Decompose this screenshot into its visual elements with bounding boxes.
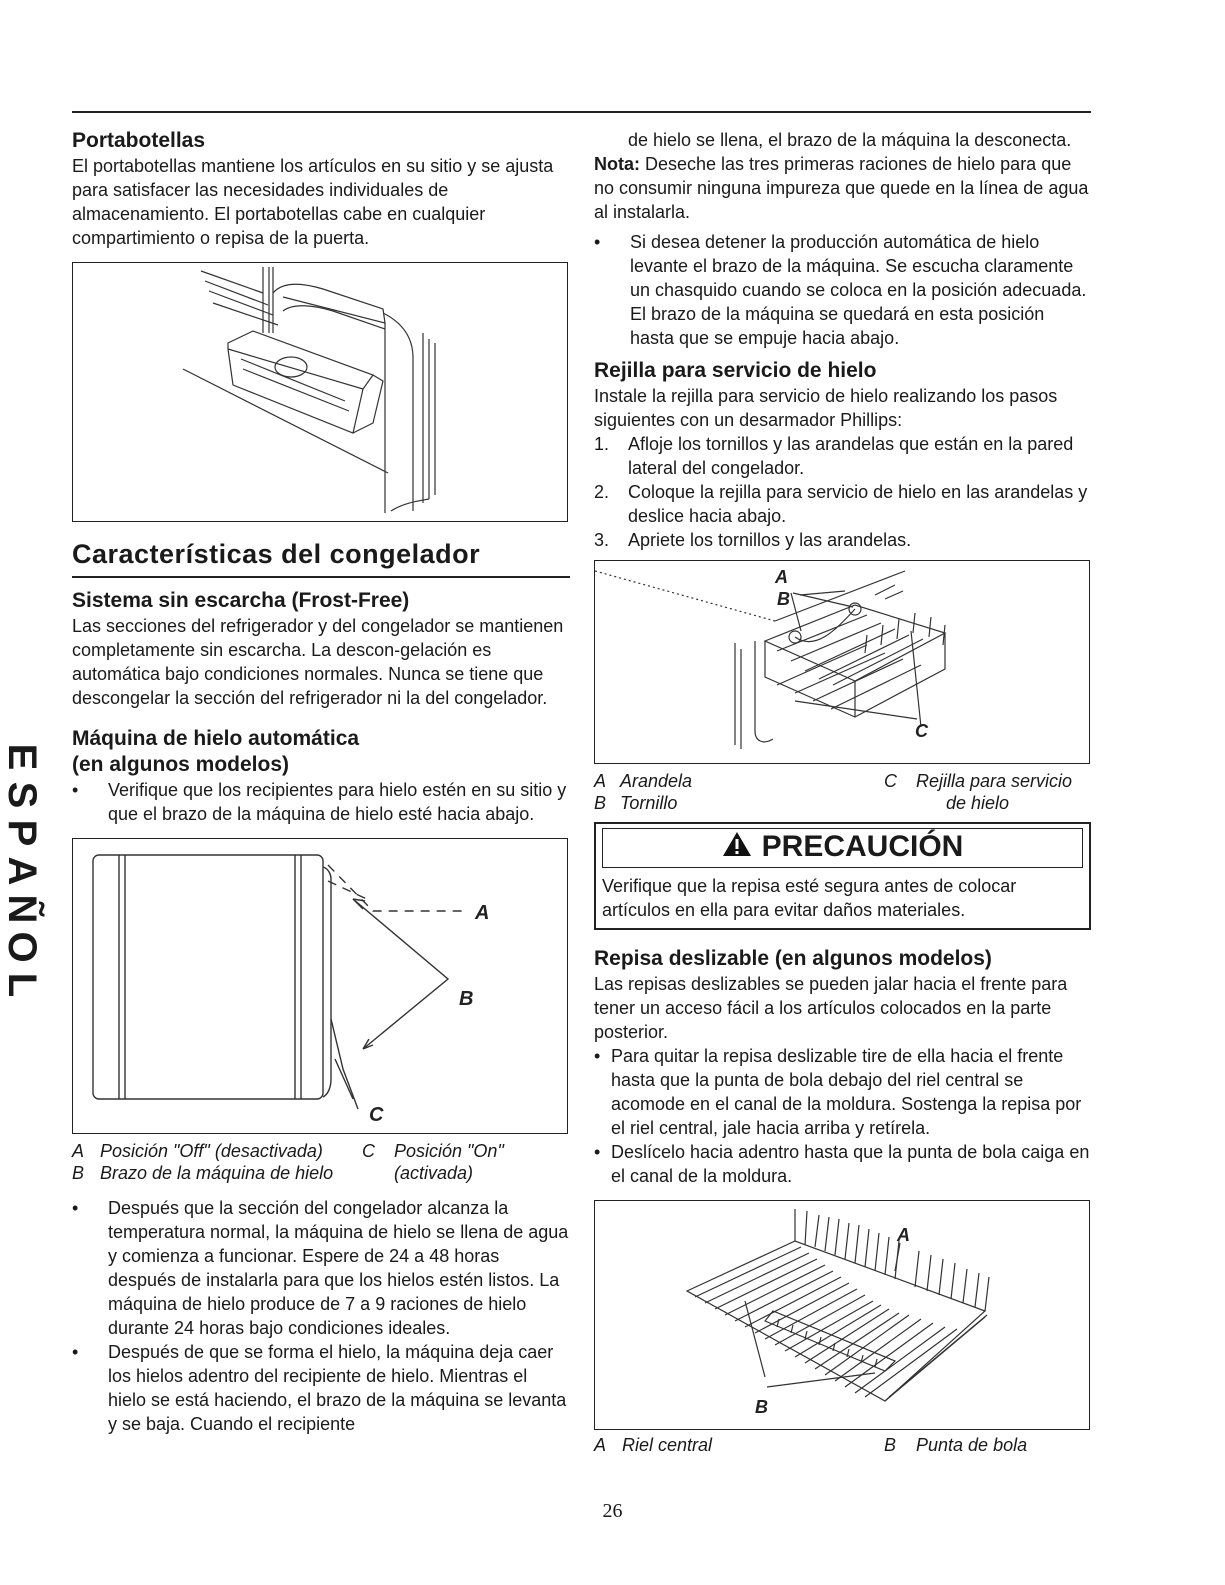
list-item [72, 1340, 570, 1436]
list-item-text: Después de que se forma el hielo, la máquina deja caer los hielos adentro del recipiente de hielo. Mientras el hielo se está haciendo, el brazo de la máquina se levanta y se baja. Cuando el recipiente [108, 1342, 567, 1434]
figure-label-b: B [459, 988, 474, 1010]
caption-letter: C [362, 1141, 375, 1161]
frost-free-heading: Sistema sin escarcha (Frost-Free) [72, 589, 410, 612]
bullet-mark: • [72, 1198, 79, 1218]
side-tab-letter: P [0, 819, 44, 847]
section-rule [72, 576, 570, 578]
figure-label-c: C [915, 721, 928, 741]
side-tab-letter: O [0, 931, 44, 963]
bottle-holder-figure [72, 262, 568, 522]
bottle-holder-illustration [73, 263, 567, 521]
caption-text: Riel central [622, 1435, 713, 1455]
language-side-tab [0, 738, 44, 1004]
sliding-shelf-heading: Repisa deslizable (en algunos modelos) [594, 947, 992, 970]
step-text: Coloque la rejilla para servicio de hielo en las arandelas y deslice hacia abajo. [628, 482, 1088, 526]
caption-text: Posición "Off" (desactivada) [100, 1141, 323, 1161]
side-tab-letter: A [0, 856, 44, 886]
ice-maker-arm-illustration [73, 839, 567, 1133]
step-number: 3. [594, 530, 610, 550]
ice-maker-arm-figure [72, 838, 568, 1134]
list-item [594, 1140, 1091, 1188]
caption-letter: B [594, 793, 607, 813]
freezer-features-heading: Características del congelador [72, 539, 481, 569]
figure-label-b: B [777, 589, 790, 609]
ice-rack-figure-caption [594, 770, 1091, 814]
step-item [594, 480, 1091, 528]
sliding-shelf-figure [594, 1200, 1090, 1430]
right-column [594, 128, 1091, 1456]
frost-free-text: Las secciones del refrigerador y del congelador se mantienen completamente sin escarcha. La descon-gelación es automática bajo condiciones normales. Nunca se tiene que descongelar la sección del refrigerador ni la del congelador. [72, 616, 564, 708]
list-item [594, 1044, 1091, 1140]
figure-label-a: A [475, 902, 490, 924]
step-item [594, 432, 1091, 480]
figure-label-a: A [897, 1225, 910, 1245]
top-rule [72, 111, 1091, 113]
caption-text: Rejilla para servicio [916, 771, 1073, 791]
caution-box [594, 822, 1091, 930]
side-tab-letter: Ñ [0, 894, 44, 924]
ice-rack-heading: Rejilla para servicio de hielo [594, 359, 877, 382]
caption-text: de hielo [946, 793, 1010, 813]
caption-text: (activada) [394, 1163, 474, 1183]
caption-letter: B [884, 1435, 897, 1455]
portabotellas-heading: Portabotellas [72, 129, 206, 152]
continued-text: de hielo se llena, el brazo de la máquina la desconecta. [628, 130, 1072, 150]
caution-title: PRECAUCIÓN [761, 830, 964, 863]
note-paragraph [594, 152, 1091, 224]
list-item [72, 1196, 570, 1340]
caption-letter: B [72, 1163, 85, 1183]
portabotellas-text: El portabotellas mantiene los artículos en su sitio y se ajusta para satisfacer las necesidades individuales de almacenamiento. El portabotellas cabe en cualquier compartimiento o repisa de la puerta. [72, 156, 554, 248]
list-item [72, 778, 570, 826]
side-tab-letter: S [0, 781, 44, 809]
caption-text: Posición "On" [394, 1141, 504, 1161]
ice-maker-figure-caption [72, 1140, 570, 1184]
left-column [72, 128, 570, 1436]
ice-rack-intro: Instale la rejilla para servicio de hielo realizando los pasos siguientes con un desarmador Phillips: [594, 386, 1058, 430]
page-number: 26 [602, 1500, 623, 1522]
step-text: Apriete los tornillos y las arandelas. [628, 530, 912, 550]
ice-rack-illustration [595, 561, 1089, 763]
caption-text: Tornillo [620, 793, 678, 813]
caption-letter: A [72, 1141, 85, 1161]
caption-text: Brazo de la máquina de hielo [100, 1163, 334, 1183]
step-text: Afloje los tornillos y las arandelas que están en la pared lateral del congelador. [628, 434, 1074, 478]
caution-title-bar [602, 828, 1083, 868]
list-item-text: Verifique que los recipientes para hielo estén en su sitio y que el brazo de la máquina de hielo esté hacia abajo. [108, 780, 567, 824]
side-tab-letter: L [0, 972, 44, 998]
note-label: Nota: [594, 154, 640, 174]
list-item-text: Si desea detener la producción automática de hielo levante el brazo de la máquina. Se escucha claramente un chasquido cuando se coloca en la posición adecuada. El brazo de la máquina se quedará en esta posición hasta que se empuje hacia abajo. [630, 232, 1087, 348]
caption-text: Punta de bola [916, 1435, 1028, 1455]
bullet-mark: • [72, 780, 79, 800]
figure-label-c: C [369, 1104, 384, 1126]
sliding-shelf-figure-caption [594, 1434, 1091, 1456]
caption-letter: A [594, 771, 607, 791]
figure-label-b: B [755, 1397, 768, 1417]
bullet-mark: • [594, 1046, 601, 1066]
ice-maker-subheading: (en algunos modelos) [72, 753, 290, 776]
bullet-mark: • [594, 1142, 601, 1162]
side-tab-letter: E [0, 743, 44, 771]
sliding-shelf-text: Las repisas deslizables se pueden jalar hacia el frente para tener un acceso fácil a los artículos colocados en la parte posterior. [594, 974, 1068, 1042]
sliding-shelf-illustration [595, 1201, 1089, 1429]
step-item [594, 528, 1091, 552]
step-number: 1. [594, 434, 610, 454]
caption-text: Arandela [620, 771, 693, 791]
warning-triangle-icon [722, 830, 752, 866]
list-item-text: Deslícelo hacia adentro hasta que la punta de bola caiga en el canal de la moldura. [611, 1142, 1090, 1186]
list-item-text: Para quitar la repisa deslizable tire de ella hacia el frente hasta que la punta de bola debajo del riel central se acomode en el canal de la moldura. Sostenga la repisa por el riel central, jale hacia arriba y retírela. [611, 1046, 1082, 1138]
caution-text: Verifique que la repisa esté segura antes de colocar artículos en ella para evitar daños materiales. [602, 876, 1017, 920]
ice-maker-heading: Máquina de hielo automática [72, 727, 360, 750]
bullet-mark: • [594, 232, 601, 252]
step-number: 2. [594, 482, 610, 502]
bullet-mark: • [72, 1342, 79, 1362]
caption-letter: C [884, 771, 897, 791]
ice-rack-figure [594, 560, 1090, 764]
note-text: Deseche las tres primeras raciones de hielo para que no consumir ninguna impureza que quede en la línea de agua al instalarla. [594, 154, 1089, 222]
list-item [594, 230, 1091, 350]
list-item-text: Después que la sección del congelador alcanza la temperatura normal, la máquina de hielo se llena de agua y comienza a funcionar. Espere de 24 a 48 horas después de instalarla para que los hielos estén listos. La máquina de hielo produce de 7 a 9 raciones de hielo durante 24 horas bajo condiciones ideales. [108, 1198, 569, 1338]
caption-letter: A [594, 1435, 607, 1455]
figure-label-a: A [775, 567, 788, 587]
